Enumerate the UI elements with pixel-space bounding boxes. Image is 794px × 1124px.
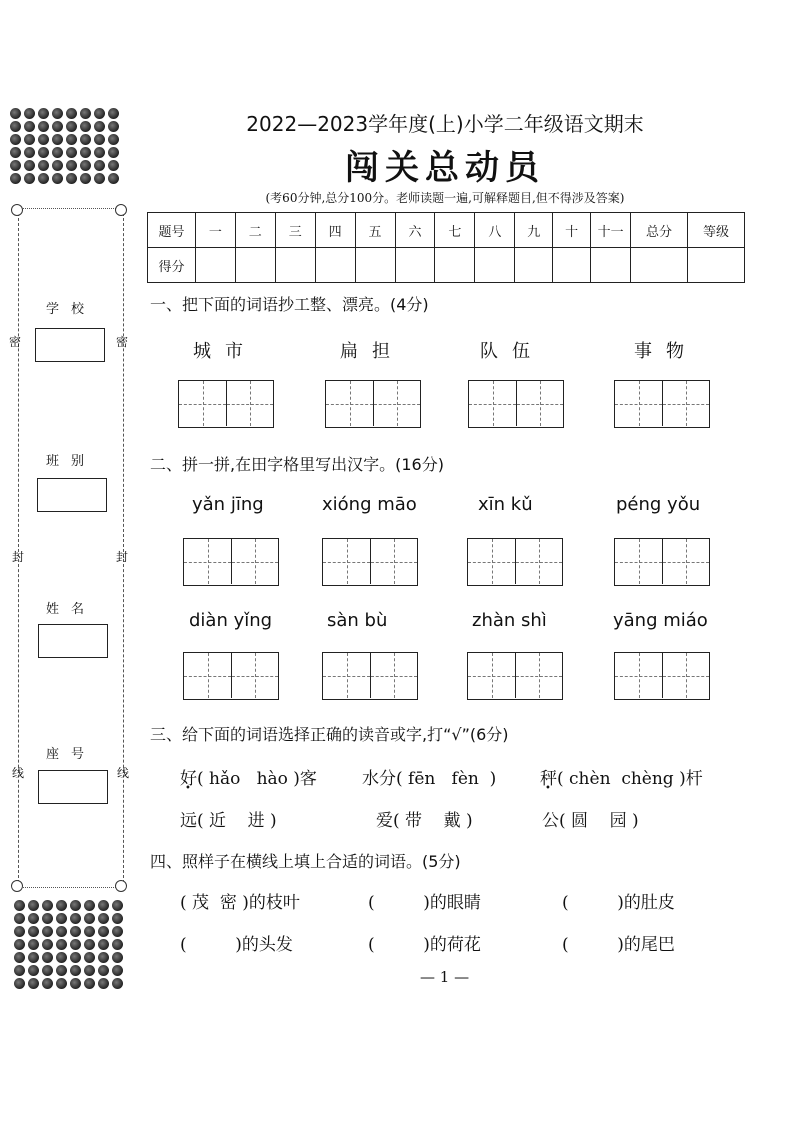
class-field[interactable] [37, 478, 107, 512]
score-cell[interactable] [315, 248, 355, 283]
score-header-cell: 等级 [687, 213, 744, 248]
word-item: 队伍 [480, 341, 544, 362]
dot [38, 173, 49, 184]
score-cell[interactable] [195, 248, 235, 283]
dot [112, 913, 123, 924]
choice-word-char: 水分 [362, 769, 396, 789]
score-cell[interactable] [553, 248, 591, 283]
choice-options[interactable]: ( 近 进 ) [197, 811, 277, 831]
dot [94, 134, 105, 145]
score-header-label: 题号 [148, 213, 196, 248]
dot [14, 978, 25, 989]
choice-word-char: 远 [180, 811, 197, 831]
seal-feng-left: 封 [12, 550, 25, 564]
dot [14, 965, 25, 976]
dot [70, 952, 81, 963]
dot [66, 173, 77, 184]
dot [56, 900, 67, 911]
choice-options[interactable]: ( fēn fèn ) [396, 769, 497, 789]
dot [42, 913, 53, 924]
dot [94, 173, 105, 184]
dot [52, 121, 63, 132]
dot [112, 965, 123, 976]
score-entry-row [148, 248, 745, 283]
dot [80, 147, 91, 158]
dot [56, 913, 67, 924]
dot [42, 926, 53, 937]
seal-mi-left: 密 [9, 335, 22, 349]
dot [80, 173, 91, 184]
choice-item[interactable] [180, 806, 277, 831]
dot [108, 121, 119, 132]
dot [42, 965, 53, 976]
name-label: 姓名 [45, 602, 96, 617]
choice-word-char: 秤 [540, 769, 557, 789]
score-cell[interactable] [631, 248, 688, 283]
ring-icon [115, 204, 127, 216]
dot [98, 978, 109, 989]
dot [66, 147, 77, 158]
writing-grid[interactable] [614, 538, 710, 586]
choice-word-tail: 杆 [685, 769, 703, 789]
choice-word-char: 爱 [376, 811, 393, 831]
writing-grid[interactable] [178, 380, 274, 428]
dot [112, 939, 123, 950]
dot [28, 965, 39, 976]
writing-grid[interactable] [322, 538, 418, 586]
dot [52, 108, 63, 119]
dot [10, 173, 21, 184]
writing-grid[interactable] [325, 380, 421, 428]
pinyin-item: diàn yǐng [189, 610, 273, 631]
dot [24, 121, 35, 132]
dot [98, 913, 109, 924]
dot [24, 108, 35, 119]
dot [84, 965, 95, 976]
dot [112, 926, 123, 937]
score-header-cell: 二 [235, 213, 275, 248]
dot [38, 108, 49, 119]
score-header-cell: 五 [355, 213, 395, 248]
dot [98, 926, 109, 937]
word-item: 城市 [193, 341, 257, 362]
writing-grid[interactable] [467, 652, 563, 700]
dot [42, 952, 53, 963]
dot [94, 121, 105, 132]
dot [14, 913, 25, 924]
dot [52, 173, 63, 184]
choice-item[interactable] [376, 806, 473, 831]
dot [70, 900, 81, 911]
score-cell[interactable] [591, 248, 631, 283]
dot [112, 978, 123, 989]
dot [10, 160, 21, 171]
dot [98, 965, 109, 976]
dot [42, 939, 53, 950]
choice-options[interactable]: ( hǎo hào ) [197, 769, 300, 789]
section2-heading: 二、拼一拼,在田字格里写出汉字。(16分) [150, 455, 444, 474]
choice-item[interactable] [540, 764, 703, 789]
dot [108, 160, 119, 171]
choice-item[interactable] [542, 806, 639, 831]
dot [98, 952, 109, 963]
dot [84, 978, 95, 989]
score-cell[interactable] [235, 248, 275, 283]
decorative-dots-bottom [14, 900, 124, 989]
writing-grid[interactable] [614, 652, 710, 700]
fill-blank-item[interactable]: ( )的眼睛 [368, 893, 481, 913]
seal-mi-right: 密 [116, 335, 129, 349]
dot [28, 913, 39, 924]
dot [56, 939, 67, 950]
score-cell[interactable] [355, 248, 395, 283]
dot [80, 108, 91, 119]
page-number: — 1 — [420, 968, 470, 986]
dot [24, 173, 35, 184]
pinyin-item: xīn kǔ [478, 494, 533, 515]
dot [80, 121, 91, 132]
dot [108, 147, 119, 158]
decorative-dots-top [10, 108, 120, 184]
score-cell[interactable] [687, 248, 744, 283]
seal-xian-left: 线 [12, 766, 25, 780]
section1-heading: 一、把下面的词语抄工整、漂亮。(4分) [150, 295, 429, 314]
seal-xian-right: 线 [117, 766, 130, 780]
dot [94, 147, 105, 158]
seat-label: 座号 [45, 747, 96, 762]
dot [66, 160, 77, 171]
name-field[interactable] [38, 624, 108, 658]
dot [24, 160, 35, 171]
word-item: 事物 [634, 341, 698, 362]
school-label: 学校 [45, 302, 96, 317]
score-table [147, 212, 745, 283]
dot [28, 939, 39, 950]
dot [28, 952, 39, 963]
dot [10, 147, 21, 158]
writing-grid[interactable] [322, 652, 418, 700]
choice-options[interactable]: ( 带 戴 ) [393, 811, 473, 831]
fill-blank-item: ( 茂 密 )的枝叶 [180, 893, 300, 913]
dot [112, 952, 123, 963]
score-cell[interactable] [435, 248, 475, 283]
dot [56, 965, 67, 976]
word-item: 扁担 [340, 341, 404, 362]
dot [14, 939, 25, 950]
dot [70, 926, 81, 937]
writing-grid[interactable] [467, 538, 563, 586]
score-header-cell: 十 [553, 213, 591, 248]
choice-word-char: 好 [180, 769, 197, 789]
dot [80, 160, 91, 171]
class-label: 班别 [45, 454, 96, 469]
dot [14, 926, 25, 937]
dot [28, 926, 39, 937]
dot [14, 900, 25, 911]
choice-options[interactable]: ( chèn chèng ) [557, 769, 686, 789]
dot [84, 926, 95, 937]
score-header-cell: 三 [275, 213, 315, 248]
pinyin-item: zhàn shì [472, 610, 547, 631]
dot [98, 939, 109, 950]
dot [42, 900, 53, 911]
seal-feng-right: 封 [116, 550, 129, 564]
score-row-label: 得分 [148, 248, 196, 283]
dot [10, 108, 21, 119]
dot [38, 134, 49, 145]
choice-word-char: 公 [542, 811, 559, 831]
dot [24, 147, 35, 158]
main-title: 闯关总动员 [345, 148, 545, 188]
dot [28, 900, 39, 911]
ring-icon [11, 204, 23, 216]
dot [70, 965, 81, 976]
score-header-cell: 十一 [591, 213, 631, 248]
dot [14, 952, 25, 963]
dot [42, 978, 53, 989]
score-header-cell: 九 [515, 213, 553, 248]
pinyin-item: sàn bù [327, 610, 388, 631]
dot [28, 978, 39, 989]
dot [38, 121, 49, 132]
score-header-row [148, 213, 745, 248]
score-header-cell: 总分 [631, 213, 688, 248]
choice-item[interactable] [180, 764, 317, 789]
dot [108, 108, 119, 119]
pinyin-item: yǎn jīng [192, 494, 264, 515]
dot [52, 147, 63, 158]
seat-field[interactable] [38, 770, 108, 804]
score-cell[interactable] [275, 248, 315, 283]
score-header-cell: 八 [475, 213, 515, 248]
exam-title: 2022—2023学年度(上)小学二年级语文期末 [246, 112, 644, 136]
dot [10, 121, 21, 132]
score-header-cell: 六 [395, 213, 435, 248]
dot [66, 108, 77, 119]
choice-item[interactable] [362, 764, 496, 789]
score-cell[interactable] [475, 248, 515, 283]
fill-blank-item[interactable]: ( )的肚皮 [562, 893, 675, 913]
fill-blank-item[interactable]: ( )的尾巴 [562, 935, 675, 955]
score-header-cell: 一 [195, 213, 235, 248]
dot [84, 952, 95, 963]
dot [52, 134, 63, 145]
dot [70, 939, 81, 950]
pinyin-item: péng yǒu [616, 494, 701, 515]
score-cell[interactable] [395, 248, 435, 283]
dot [38, 160, 49, 171]
dot [84, 900, 95, 911]
writing-grid[interactable] [468, 380, 564, 428]
dot [70, 978, 81, 989]
dot [52, 160, 63, 171]
fill-blank-item[interactable]: ( )的头发 [180, 935, 293, 955]
score-cell[interactable] [515, 248, 553, 283]
choice-options[interactable]: ( 圆 园 ) [559, 811, 639, 831]
dot [84, 913, 95, 924]
dot [80, 134, 91, 145]
writing-grid[interactable] [614, 380, 710, 428]
dot [56, 926, 67, 937]
dot [94, 108, 105, 119]
dot [70, 913, 81, 924]
dot [112, 900, 123, 911]
section4-heading: 四、照样子在横线上填上合适的词语。(5分) [150, 852, 461, 871]
writing-grid[interactable] [183, 652, 279, 700]
ring-icon [115, 880, 127, 892]
pinyin-item: yāng miáo [613, 610, 708, 631]
dot [66, 121, 77, 132]
dot [24, 134, 35, 145]
score-header-cell: 四 [315, 213, 355, 248]
dot [108, 134, 119, 145]
exam-instructions: (考60分钟,总分100分。老师读题一遍,可解释题目,但不得涉及答案) [265, 191, 625, 205]
ring-icon [11, 880, 23, 892]
dot [98, 900, 109, 911]
choice-word-tail: 客 [299, 769, 317, 789]
dot [108, 173, 119, 184]
dot [66, 134, 77, 145]
pinyin-item: xióng māo [322, 494, 417, 515]
dot [84, 939, 95, 950]
dot [56, 978, 67, 989]
dot [38, 147, 49, 158]
score-header-cell: 七 [435, 213, 475, 248]
section3-heading: 三、给下面的词语选择正确的读音或字,打“√”(6分) [150, 725, 509, 744]
school-field[interactable] [35, 328, 105, 362]
writing-grid[interactable] [183, 538, 279, 586]
dot [56, 952, 67, 963]
dot [94, 160, 105, 171]
fill-blank-item[interactable]: ( )的荷花 [368, 935, 481, 955]
dot [10, 134, 21, 145]
